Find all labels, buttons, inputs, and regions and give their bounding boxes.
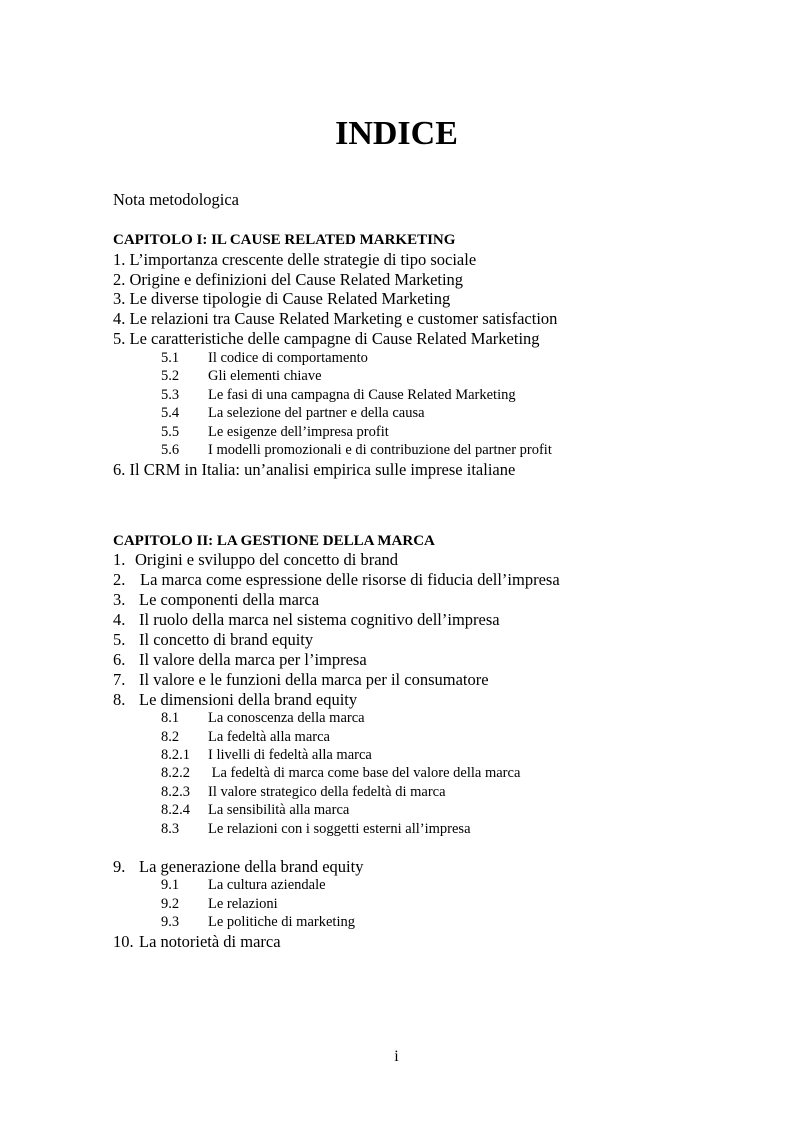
toc-entry [113,932,281,952]
entry-text: La selezione del partner e della causa [208,405,425,421]
entry-number: 9. [113,857,126,876]
entry-number: 8.2.2 [161,765,190,781]
toc-entry [113,270,463,290]
toc-subentry [161,876,326,894]
entry-number: 10. [113,932,134,951]
entry-text: La conoscenza della marca [208,710,365,726]
toc-entry [113,857,363,877]
entry-number: 9.3 [161,914,180,930]
toc-subentry [161,423,389,441]
toc-subentry [161,386,516,404]
chapter-heading-2: CAPITOLO II: LA GESTIONE DELLA MARCA [113,533,435,549]
entry-number: 5.1 [161,350,180,366]
entry-number: 8.1 [161,710,180,726]
toc-subentry [161,728,330,746]
entry-number: 1. [113,550,126,569]
entry-text: I livelli di fedeltà alla marca [208,747,372,763]
toc-subentry [161,764,520,782]
entry-text: Le fasi di una campagna di Cause Related Marketing [208,387,516,403]
toc-subentry [161,783,446,801]
entry-number: 8. [113,690,126,709]
entry-number: 8.2.3 [161,784,190,800]
entry-text: Le relazioni tra Cause Related Marketing e customer satisfaction [129,309,558,328]
entry-text: Origine e definizioni del Cause Related Marketing [129,270,464,289]
entry-text: Le dimensioni della brand equity [139,690,358,709]
entry-number: 4. [113,309,126,328]
entry-text: L’importanza crescente delle strategie di tipo sociale [129,250,477,269]
entry-number: 8.2 [161,729,180,745]
entry-text: Il concetto di brand equity [139,630,314,649]
toc-entry [113,309,557,329]
entry-text: Gli elementi chiave [208,368,322,384]
entry-number: 2. [113,270,126,289]
entry-text: Il CRM in Italia: un’analisi empirica sulle imprese italiane [129,460,516,479]
toc-subentry [161,746,372,764]
toc-entry [113,289,450,309]
entry-number: 9.2 [161,896,180,912]
entry-text: La sensibilità alla marca [208,802,350,818]
entry-number: 6. [113,650,126,669]
toc-entry [113,590,319,610]
entry-text: Il codice di comportamento [208,350,368,366]
entry-text: La generazione della brand equity [139,857,364,876]
entry-number: 5.5 [161,424,180,440]
entry-number: 8.3 [161,821,180,837]
toc-subentry [161,820,471,838]
toc-entry [113,650,367,670]
entry-text: Le diverse tipologie di Cause Related Marketing [129,289,451,308]
entry-text: La fedeltà alla marca [208,729,330,745]
entry-text: La notorietà di marca [139,932,281,951]
entry-text: Il ruolo della marca nel sistema cognitivo dell’impresa [139,610,500,629]
entry-number: 5.4 [161,405,180,421]
toc-subentry [161,709,365,727]
toc-entry [113,550,398,570]
toc-entry [113,670,489,690]
chapter-heading-1: CAPITOLO I: IL CAUSE RELATED MARKETING [113,232,456,248]
toc-subentry [161,349,368,367]
entry-number: 9.1 [161,877,180,893]
toc-entry [113,570,560,590]
entry-text: Le caratteristiche delle campagne di Cause Related Marketing [129,329,540,348]
entry-number: 3. [113,289,126,308]
toc-entry [113,630,313,650]
toc-entry-nota-metodologica: Nota metodologica [113,190,240,209]
entry-number: 6. [113,460,126,479]
entry-text: Origini e sviluppo del concetto di brand [135,550,399,569]
entry-number: 5. [113,329,126,348]
toc-subentry [161,441,552,459]
entry-text: Il valore strategico della fedeltà di marca [208,784,446,800]
page-number: i [394,1048,399,1065]
entry-text: La fedeltà di marca come base del valore della marca [208,765,521,781]
entry-text: La cultura aziendale [208,877,326,893]
page-title: INDICE [335,115,458,152]
entry-number: 5.3 [161,387,180,403]
toc-subentry [161,895,278,913]
toc-entry [113,329,540,349]
toc-entry [113,460,515,480]
entry-number: 2. [113,570,126,589]
entry-number: 8.2.1 [161,747,190,763]
entry-number: 8.2.4 [161,802,190,818]
entry-text: I modelli promozionali e di contribuzione del partner profit [208,442,552,458]
entry-text: La marca come espressione delle risorse di fiducia dell’impresa [140,570,560,589]
toc-entry [113,610,500,630]
entry-text: Le politiche di marketing [208,914,355,930]
entry-text: Il valore della marca per l’impresa [139,650,367,669]
entry-number: 1. [113,250,126,269]
entry-number: 4. [113,610,126,629]
entry-number: 5.2 [161,368,180,384]
toc-subentry [161,404,425,422]
toc-subentry [161,913,355,931]
toc-entry [113,690,357,710]
entry-text: Le relazioni con i soggetti esterni all’impresa [208,821,471,837]
entry-text: Le relazioni [208,896,278,912]
entry-text: Il valore e le funzioni della marca per il consumatore [139,670,489,689]
entry-text: Le componenti della marca [139,590,320,609]
entry-number: 5.6 [161,442,180,458]
entry-text: Le esigenze dell’impresa profit [208,424,389,440]
entry-number: 7. [113,670,126,689]
toc-subentry [161,801,349,819]
toc-entry [113,250,476,270]
entry-number: 5. [113,630,126,649]
entry-number: 3. [113,590,126,609]
toc-subentry [161,367,322,385]
